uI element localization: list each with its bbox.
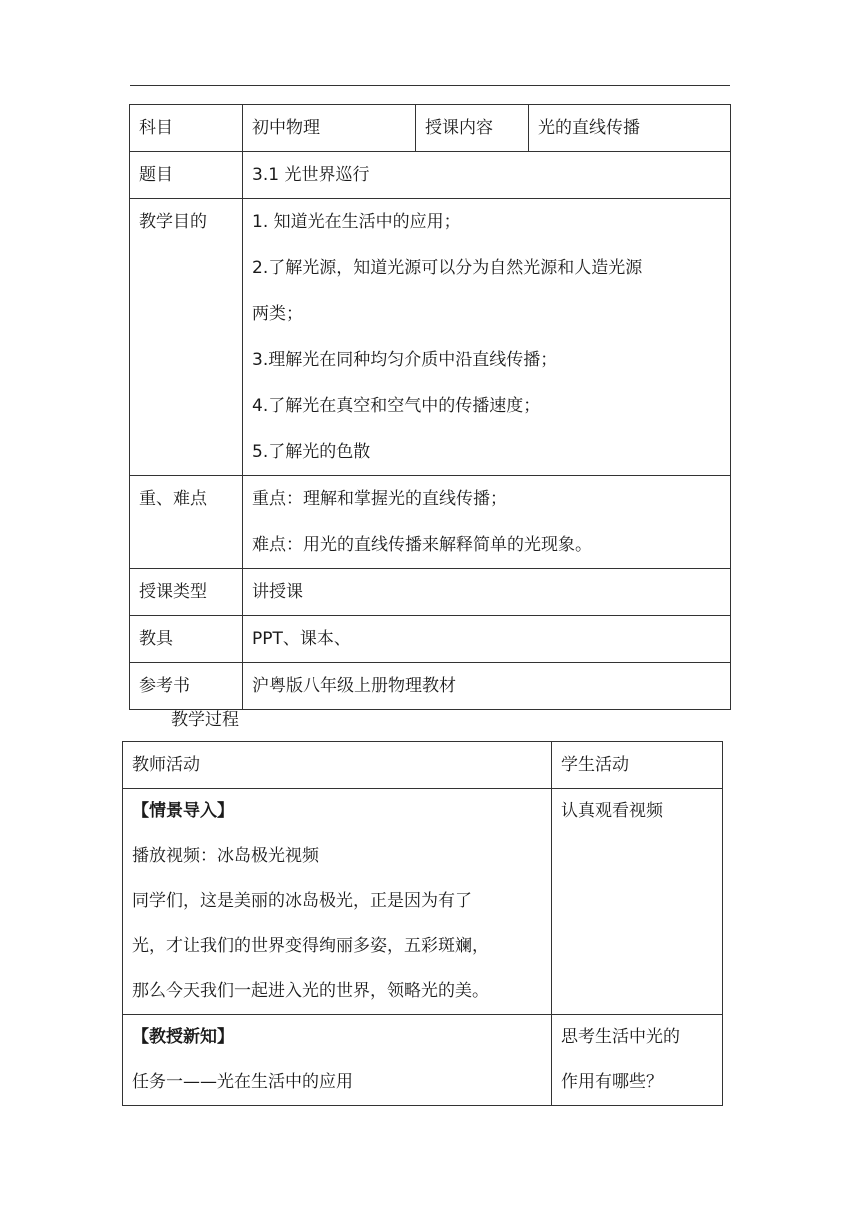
student-activity-cell [552, 789, 723, 1015]
student-activity-header: 学生活动 [552, 742, 723, 789]
reference-book-value: 沪粤版八年级上册物理教材 [243, 663, 731, 710]
subject-value: 初中物理 [243, 105, 416, 152]
goal-line: 5.了解光的色散 [252, 442, 371, 462]
lesson-type-value: 讲授课 [243, 569, 731, 616]
subject-label: 科目 [130, 105, 243, 152]
teacher-activity-header: 教师活动 [123, 742, 552, 789]
student-line: 作用有哪些？ [561, 1072, 663, 1092]
goal-line: 4.了解光在真空和空气中的传播速度； [252, 396, 541, 416]
goal-line: 两类； [252, 304, 303, 324]
teacher-activity-cell [123, 1015, 552, 1106]
teaching-process-table [122, 741, 723, 1106]
goal-line: 3.理解光在同种均匀介质中沿直线传播； [252, 350, 558, 370]
process-header-row [123, 742, 723, 789]
teaching-tools-label: 教具 [130, 616, 243, 663]
topic-label: 题目 [130, 152, 243, 199]
process-row-intro [123, 789, 723, 1015]
topic-row [130, 152, 731, 199]
lesson-type-label: 授课类型 [130, 569, 243, 616]
teacher-line: 任务一——光在生活中的应用 [132, 1072, 353, 1092]
goal-line: 2.了解光源，知道光源可以分为自然光源和人造光源 [252, 258, 643, 278]
key-point-line: 难点：用光的直线传播来解释简单的光现象。 [252, 535, 592, 555]
teacher-line: 那么今天我们一起进入光的世界，领略光的美。 [132, 981, 489, 1001]
lesson-type-row [130, 569, 731, 616]
student-line: 认真观看视频 [561, 801, 663, 821]
reference-book-label: 参考书 [130, 663, 243, 710]
teacher-line: 光，才让我们的世界变得绚丽多姿，五彩斑斓， [132, 936, 489, 956]
reference-book-row [130, 663, 731, 710]
content-value: 光的直线传播 [529, 105, 731, 152]
process-row-new-knowledge [123, 1015, 723, 1106]
teacher-line: 播放视频：冰岛极光视频 [132, 846, 319, 866]
teacher-activity-cell [123, 789, 552, 1015]
key-points-value [243, 476, 731, 569]
student-activity-cell [552, 1015, 723, 1106]
teaching-tools-row [130, 616, 731, 663]
topic-value: 3.1 光世界巡行 [243, 152, 731, 199]
goals-value [243, 199, 731, 476]
teaching-process-title: 教学过程 [171, 710, 239, 730]
key-points-row [130, 476, 731, 569]
section-heading: 【情景导入】 [132, 801, 234, 821]
content-label: 授课内容 [416, 105, 529, 152]
student-line: 思考生活中光的 [561, 1027, 680, 1047]
header-rule [130, 85, 730, 86]
teacher-line: 同学们，这是美丽的冰岛极光，正是因为有了 [132, 891, 472, 911]
key-points-label: 重、难点 [130, 476, 243, 569]
teaching-tools-value: PPT、课本、 [243, 616, 731, 663]
subject-row [130, 105, 731, 152]
key-point-line: 重点：理解和掌握光的直线传播； [252, 489, 507, 509]
lesson-info-table [129, 104, 731, 710]
goals-label: 教学目的 [130, 199, 243, 476]
section-heading: 【教授新知】 [132, 1027, 234, 1047]
goals-row [130, 199, 731, 476]
goal-line: 1. 知道光在生活中的应用； [252, 212, 461, 232]
